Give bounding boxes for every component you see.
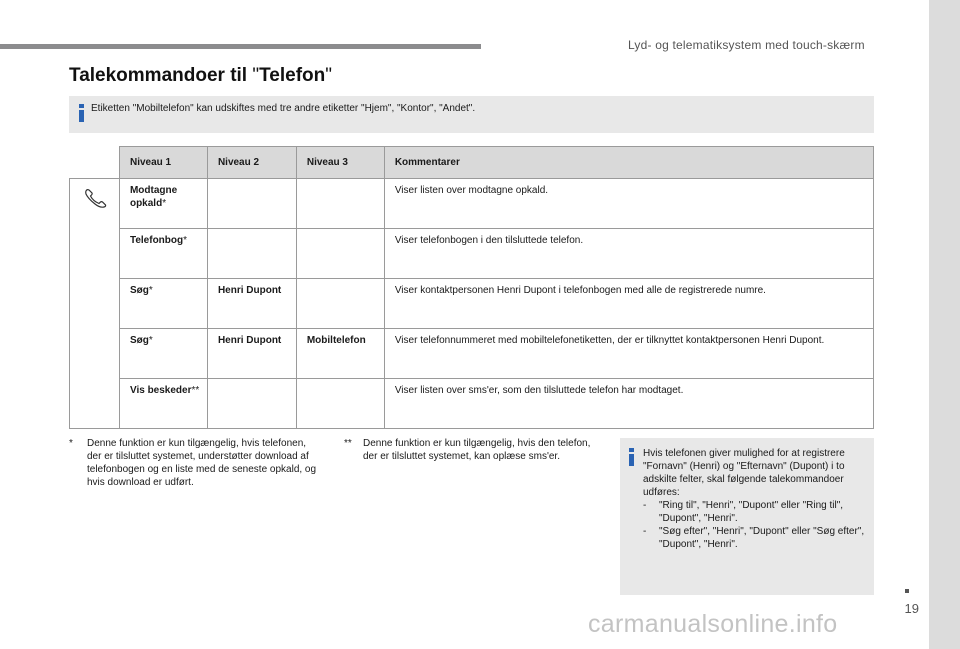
- cell-comment: Viser listen over sms'er, som den tilsluttede telefon har modtaget.: [384, 379, 873, 429]
- table-header-row: [70, 147, 874, 179]
- info-icon: [79, 104, 84, 120]
- title-quote-close: ": [325, 65, 333, 86]
- voice-command-table: [69, 146, 874, 429]
- list-item: - "Ring til", "Henri", "Dupont" eller "Ring til", "Dupont", "Henri".: [643, 500, 844, 524]
- cell-level-2: Henri Dupont: [207, 279, 296, 329]
- info-note-text: Etiketten "Mobiltelefon" kan udskiftes med tre andre etiketter "Hjem", "Kontor", "Andet".: [91, 103, 476, 114]
- table-header-blank: [70, 147, 120, 179]
- cell-comment: Viser kontaktpersonen Henri Dupont i telefonbogen med alle de registrerede numre.: [384, 279, 873, 329]
- cell-level-3: [296, 229, 384, 279]
- tip-text: [643, 447, 868, 551]
- tip-list: [643, 499, 868, 551]
- icon-cell: [70, 379, 120, 429]
- footnote-mark: **: [344, 438, 352, 449]
- table-row: [70, 179, 874, 229]
- header-level-3: Niveau 3: [296, 147, 384, 179]
- phone-handset-icon: [84, 188, 108, 208]
- cell-level-1: Søg*: [119, 329, 207, 379]
- page-title: [69, 65, 332, 87]
- cell-level-3: Mobiltelefon: [296, 329, 384, 379]
- cell-level-3: [296, 379, 384, 429]
- section-title: Lyd- og telematiksystem med touch-skærm: [628, 38, 865, 52]
- icon-cell: [70, 329, 120, 379]
- list-item: - "Søg efter", "Henri", "Dupont" eller "Søg efter", "Dupont", "Henri".: [643, 526, 865, 550]
- tip-intro: Hvis telefonen giver mulighed for at registrere "Fornavn" (Henri) og "Efternavn" (Dupont) i to adskilte felter, skal følgende talekommandoer udføres:: [643, 448, 845, 498]
- cell-level-3: [296, 179, 384, 229]
- footnote-text: Denne funktion er kun tilgængelig, hvis den telefon, der er tilsluttet systemet, kan oplæse sms'er.: [363, 438, 591, 462]
- title-quote-open: ": [252, 65, 260, 86]
- page-title-text: Talekommandoer til: [69, 65, 253, 86]
- cell-level-2: [207, 229, 296, 279]
- header-rule: [0, 44, 481, 49]
- icon-cell: [70, 229, 120, 279]
- watermark: carmanualsonline.info: [588, 610, 838, 638]
- cell-level-2: Henri Dupont: [207, 329, 296, 379]
- cell-comment: Viser telefonbogen i den tilsluttede telefon.: [384, 229, 873, 279]
- cell-comment: Viser telefonnummeret med mobiltelefonetiketten, der er tilknyttet kontaktpersonen Henri Dupont.: [384, 329, 873, 379]
- page-marker: [905, 589, 909, 593]
- header-comments: Kommentarer: [384, 147, 873, 179]
- footnote-double-star: [344, 437, 604, 463]
- table-row: [70, 279, 874, 329]
- cell-level-1: Søg*: [119, 279, 207, 329]
- page-edge-strip: [929, 0, 960, 649]
- info-icon: [629, 448, 634, 464]
- footnote-mark: *: [69, 438, 73, 449]
- table-row: [70, 379, 874, 429]
- table-row: [70, 229, 874, 279]
- cell-comment: Viser listen over modtagne opkald.: [384, 179, 873, 229]
- info-note-box: [69, 96, 874, 133]
- cell-level-1: Vis beskeder**: [119, 379, 207, 429]
- cell-level-3: [296, 279, 384, 329]
- page-number: 19: [904, 601, 919, 616]
- cell-level-2: [207, 379, 296, 429]
- icon-cell: [70, 179, 120, 229]
- page-title-word: Telefon: [259, 65, 326, 86]
- cell-level-1: Modtagne opkald*: [119, 179, 207, 229]
- cell-level-2: [207, 179, 296, 229]
- table-row: [70, 329, 874, 379]
- header-level-1: Niveau 1: [119, 147, 207, 179]
- icon-cell: [70, 279, 120, 329]
- footnote-single-star: [69, 437, 322, 489]
- footnote-text: Denne funktion er kun tilgængelig, hvis telefonen, der er tilsluttet systemet, understøtter download af telefonbogen og en liste med de seneste opkald, og hvis download er udført.: [87, 438, 317, 488]
- header-level-2: Niveau 2: [207, 147, 296, 179]
- cell-level-1: Telefonbog*: [119, 229, 207, 279]
